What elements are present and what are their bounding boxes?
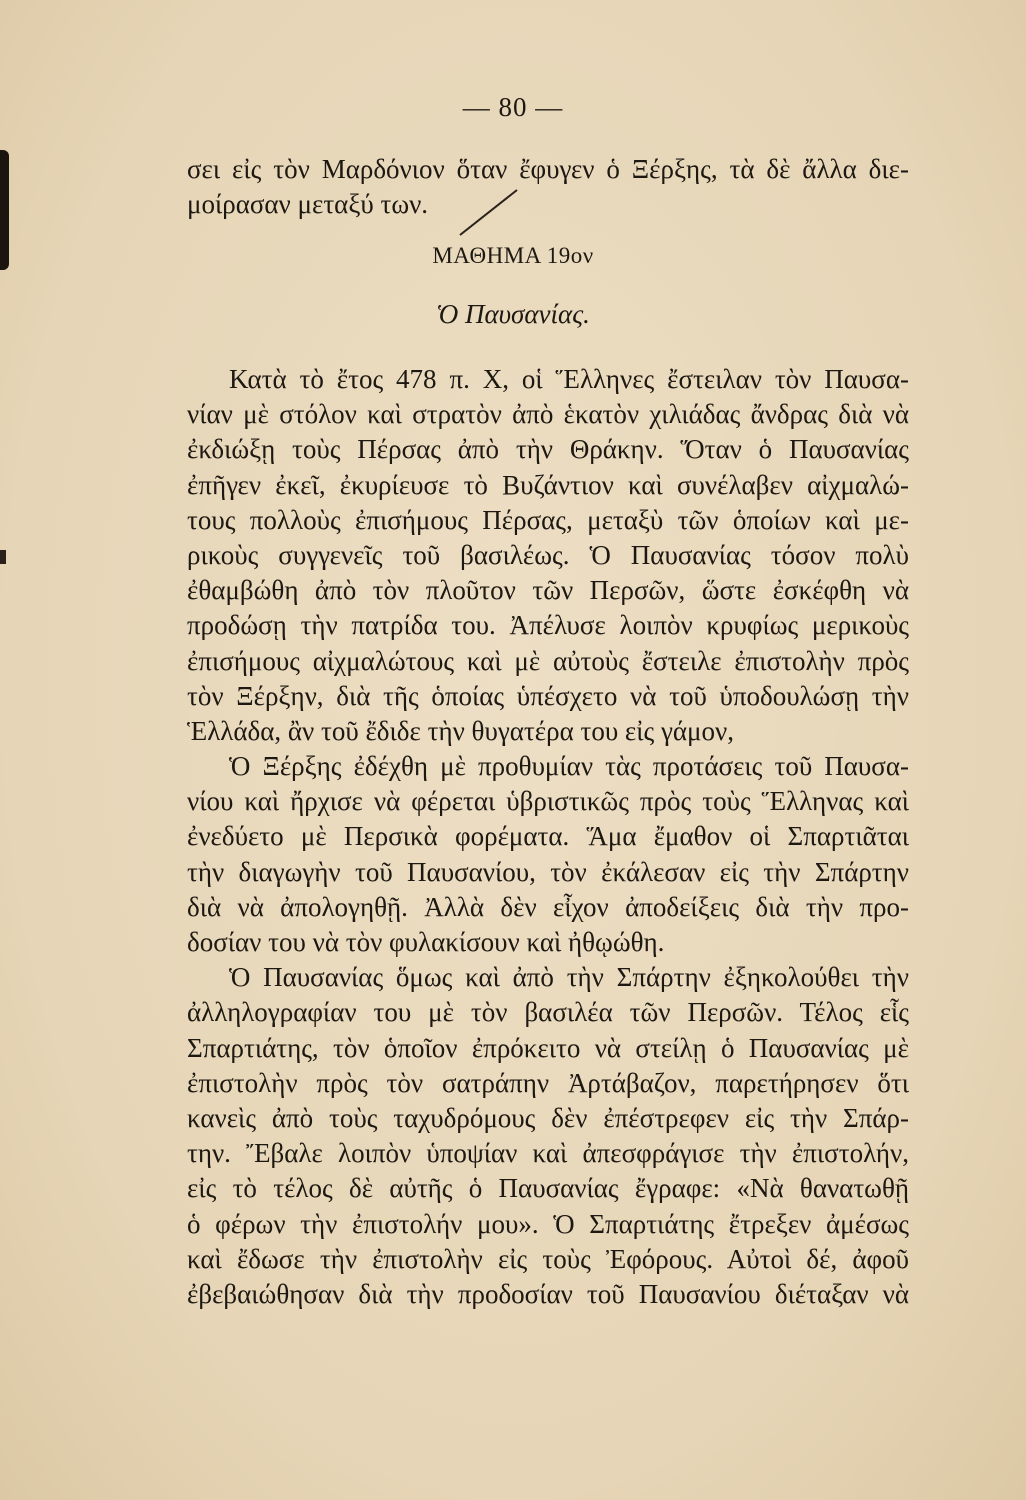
text-line: νίαν μὲ στόλον καὶ στρατὸν ἀπὸ ἑκατὸν χιλιάδας ἄνδρας διὰ νὰ — [187, 399, 909, 430]
text-line: ἀλληλογραφίαν του μὲ τὸν βασιλέα τῶν Περσῶν. Τέλος εἷς — [187, 997, 909, 1028]
text-line: ρικοὺς συγγενεῖς τοῦ βασιλέως. Ὁ Παυσανίας τόσον πολὺ — [187, 539, 909, 570]
text-line: τὸν Ξέρξην, διὰ τῆς ὁποίας ὑπέσχετο νὰ τοῦ ὑποδουλώσῃ τὴν — [187, 680, 909, 711]
text-line: ἐκδιώξῃ τοὺς Πέρσας ἀπὸ τὴν Θράκην. Ὅταν ὁ Παυσανίας — [187, 434, 909, 465]
text-line: τους πολλοὺς ἐπισήμους Πέρσας, μεταξὺ τῶν ὁποίων καὶ με- — [187, 504, 909, 535]
text-line: καὶ ἔδωσε τὴν ἐπιστολὴν εἰς τοὺς Ἐφόρους. Αὐτοὶ δέ, ἀφοῦ — [187, 1243, 909, 1274]
lesson-title: ΜΑΘΗΜΑ 19ον — [432, 243, 594, 268]
text-line: σει εἰς τὸν Μαρδόνιον ὅταν ἔφυγεν ὁ Ξέρξης, τὰ δὲ ἄλλα διε- — [187, 154, 909, 184]
text-line: εἰς τὸ τέλος δὲ αὐτῆς ὁ Παυσανίας ἔγραφε: «Νὰ θανατωθῇ — [187, 1173, 909, 1204]
text-line: δοσίαν του νὰ τὸν φυλακίσουν καὶ ἠθῳώθη. — [187, 927, 665, 957]
page-number: — 80 — — [462, 92, 564, 122]
text-line: Κατὰ τὸ ἔτος 478 π. Χ, οἱ Ἕλληνες ἔστειλαν τὸν Παυσα- — [229, 364, 909, 394]
pen-stroke-mark — [455, 185, 525, 240]
text-line: ἐνεδύετο μὲ Περσικὰ φορέματα. Ἅμα ἔμαθον οἱ Σπαρτιᾶται — [187, 821, 909, 852]
text-line: ἐβεβαιώθησαν διὰ τὴν προδοσίαν τοῦ Παυσανίου διέταξαν νὰ — [187, 1278, 909, 1309]
text-line: κανεὶς ἀπὸ τοὺς ταχυδρόμους δὲν ἐπέστρεφεν εἰς τὴν Σπάρ- — [187, 1102, 909, 1133]
intro-paragraph — [187, 152, 909, 222]
text-line: διὰ νὰ ἀπολογηθῇ. Ἀλλὰ δὲν εἶχον ἀποδείξεις διὰ τὴν προ- — [187, 891, 909, 922]
section-subtitle: Ὁ Παυσανίας. — [436, 299, 590, 329]
text-line: νίου καὶ ἤρχισε νὰ φέρεται ὑβριστικῶς πρὸς τοὺς Ἕλληνας καὶ — [187, 786, 909, 817]
text-line: ἐπισήμους αἰχμαλώτους καὶ μὲ αὐτοὺς ἔστειλε ἐπιστολὴν πρὸς — [187, 645, 909, 676]
text-line: τὴν διαγωγὴν τοῦ Παυσανίου, τὸν ἐκάλεσαν εἰς τὴν Σπάρτην — [187, 856, 909, 887]
text-line: την. Ἔβαλε λοιπὸν ὑποψίαν καὶ ἀπεσφράγισε τὴν ἐπιστολήν, — [187, 1138, 909, 1169]
text-line: Ὁ Παυσανίας ὅμως καὶ ἀπὸ τὴν Σπάρτην ἐξηκολούθει τὴν — [229, 962, 909, 993]
main-text — [187, 362, 909, 1312]
text-line: προδώσῃ τὴν πατρίδα του. Ἀπέλυσε λοιπὸν κρυφίως μερικοὺς — [187, 610, 909, 641]
text-line: ὁ φέρων τὴν ἐπιστολήν μου». Ὁ Σπαρτιάτης ἔτρεξεν ἀμέσως — [187, 1208, 909, 1239]
text-line: μοίρασαν μεταξύ των. — [187, 189, 429, 220]
text-line: Ὁ Ξέρξης ἐδέχθη μὲ προθυμίαν τὰς προτάσεις τοῦ Παυσα- — [229, 751, 909, 782]
text-line: ἐθαμβώθη ἀπὸ τὸν πλοῦτον τῶν Περσῶν, ὥστε ἐσκέφθη νὰ — [187, 575, 909, 606]
text-line: ἐπῆγεν ἐκεῖ, ἐκυρίευσε τὸ Βυζάντιον καὶ συνέλαβεν αἰχμαλώ- — [187, 469, 909, 500]
binding-mark-small — [0, 550, 6, 564]
text-line: Σπαρτιάτης, τὸν ὁποῖον ἐπρόκειτο νὰ στείλῃ ὁ Παυσανίας μὲ — [187, 1032, 909, 1063]
text-line: ἐπιστολὴν πρὸς τὸν σατράπην Ἀρτάβαζον, παρετήρησεν ὅτι — [187, 1067, 909, 1098]
text-line: Ἑλλάδα, ἂν τοῦ ἔδιδε τὴν θυγατέρα του εἰς γάμον, — [187, 715, 734, 746]
